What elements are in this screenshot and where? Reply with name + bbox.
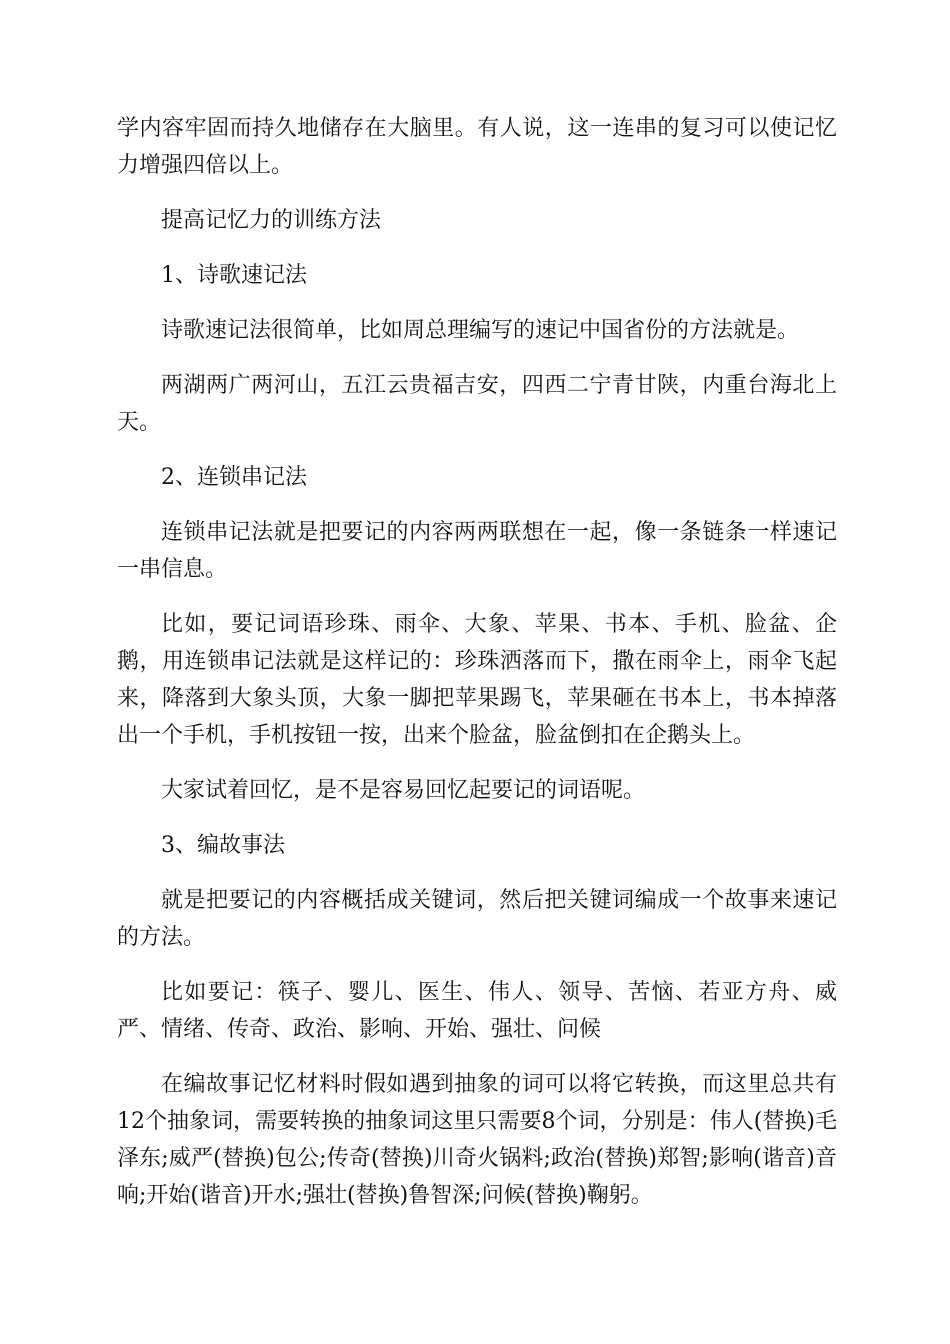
- paragraph-poem-intro: 诗歌速记法很简单，比如周总理编写的速记中国省份的方法就是。: [161, 318, 800, 343]
- subheading-poem-method: 1、诗歌速记法: [161, 263, 307, 288]
- paragraph-chain-example: 比如，要记词语珍珠、雨伞、大象、苹果、书本、手机、脸盆、企鹅，用连锁串记法就是这样记的：珍珠洒落而下，撒在雨伞上，雨伞飞起来，降落到大象头顶，大象一脚把苹果踢飞，苹果砸在书本上，书本掉落出一个手机，手机按钮一按，出来个脸盆，脸盆倒扣在企鹅头上。: [117, 612, 837, 748]
- paragraph-chain-intro: 连锁串记法就是把要记的内容两两联想在一起，像一条链条一样速记一串信息。: [117, 520, 837, 582]
- paragraph-continuation: 学内容牢固而持久地储存在大脑里。有人说，这一连串的复习可以使记忆力增强四倍以上。: [117, 116, 837, 178]
- paragraph-story-words: 比如要记：筷子、婴儿、医生、伟人、领导、苦恼、若亚方舟、威严、情绪、传奇、政治、影响、开始、强壮、问候: [117, 980, 837, 1042]
- subheading-chain-method: 2、连锁串记法: [161, 465, 307, 490]
- paragraph-chain-recall: 大家试着回忆，是不是容易回忆起要记的词语呢。: [161, 778, 646, 803]
- paragraph-story-conversion: 在编故事记忆材料时假如遇到抽象的词可以将它转换，而这里总共有12个抽象词，需要转换的抽象词这里只需要8个词，分别是：伟人(替换)毛泽东;威严(替换)包公;传奇(替换)川奇火锅料;政治(替换)郑智;影响(谐音)音响;开始(谐音)开水;强壮(替换)鲁智深;问候(替换)鞠躬。: [117, 1072, 837, 1208]
- subheading-story-method: 3、编故事法: [161, 833, 285, 858]
- section-heading-training-methods: 提高记忆力的训练方法: [161, 208, 382, 233]
- document-body: [117, 110, 837, 1232]
- paragraph-story-intro: 就是把要记的内容概括成关键词，然后把关键词编成一个故事来速记的方法。: [117, 888, 837, 950]
- paragraph-poem-text: 两湖两广两河山，五江云贵福吉安，四西二宁青甘陕，内重台海北上天。: [117, 373, 837, 435]
